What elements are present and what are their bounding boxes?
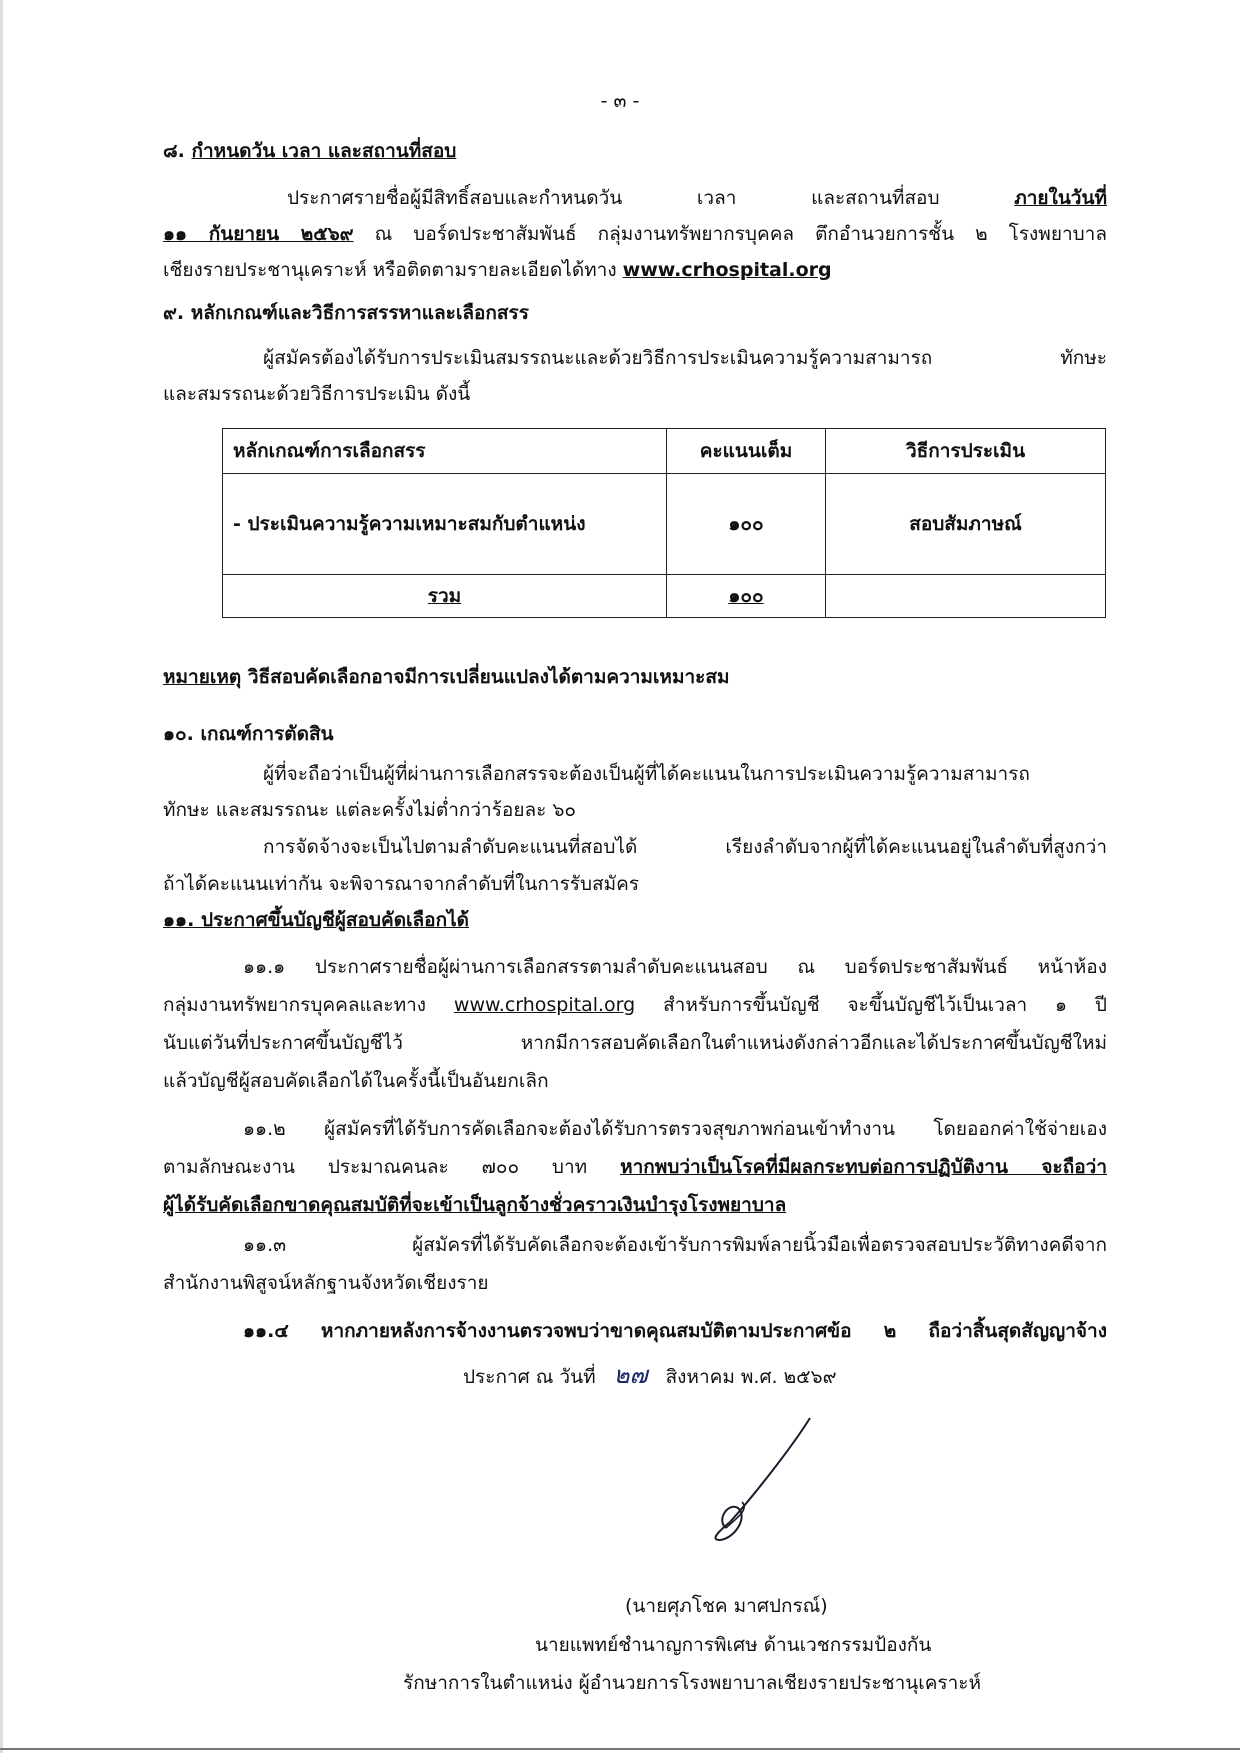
signer-title-1: นายแพทย์ชำนาญการพิเศษ ด้านเวชกรรมป้องกัน xyxy=(535,1634,932,1656)
header-criteria: หลักเกณฑ์การเลือกสรร xyxy=(223,429,667,474)
s11-2-line-1: ๑๑.๒ ผู้สมัครที่ได้รับการคัดเลือกจะต้องได้รับการตรวจสุขภาพก่อนเข้าทำงาน โดยออกค่าใช้จ่ายเอง xyxy=(243,1118,1107,1140)
section-8-heading xyxy=(163,136,456,166)
s11-1-line-1: ๑๑.๑ ประกาศรายชื่อผู้ผ่านการเลือกสรรตามลำดับคะแนนสอบ ณ บอร์ดประชาสัมพันธ์ หน้าห้อง xyxy=(243,956,1107,978)
announcement-date xyxy=(463,1355,837,1394)
s11-2-line-2 xyxy=(163,1150,1107,1184)
note xyxy=(163,662,729,692)
row-score: ๑๐๐ xyxy=(667,474,826,575)
note-text: วิธีสอบคัดเลือกอาจมีการเปลี่ยนแปลงได้ตามความเหมาะสม xyxy=(241,666,730,688)
s11-2-line-2-bold: หากพบว่าเป็นโรคที่มีผลกระทบต่อการปฏิบัติงาน จะถือว่า xyxy=(620,1156,1108,1178)
s11-1-line-2-a: กลุ่มงานทรัพยากรบุคคลและทาง xyxy=(163,994,454,1016)
s11-1-line-2 xyxy=(163,988,1107,1022)
s10-line-1: ผู้ที่จะถือว่าเป็นผู้ที่ผ่านการเลือกสรรจะต้องเป็นผู้ที่ได้คะแนนในการประเมินความรู้ความสามารถ xyxy=(263,763,1030,785)
website-link-2[interactable]: www.crhospital.org xyxy=(453,994,636,1016)
signer-name: (นายศุภโชค มาศปกรณ์) xyxy=(625,1595,828,1617)
page-number: - ๓ - xyxy=(600,90,640,112)
s8-line-2-text: ณ บอร์ดประชาสัมพันธ์ กลุ่มงานทรัพยากรบุคคล ตึกอำนวยการชั้น ๒ โรงพยาบาล xyxy=(353,223,1107,245)
table-row xyxy=(223,474,1106,575)
total-method-empty xyxy=(826,575,1106,618)
s11-1-line-2-b: สำหรับการขึ้นบัญชี จะขึ้นบัญชีไว้เป็นเวลา ๑ ปี xyxy=(635,994,1107,1016)
section-9-paragraph xyxy=(163,341,1107,411)
header-method: วิธีการประเมิน xyxy=(826,429,1106,474)
section-8-title: กำหนดวัน เวลา และสถานที่สอบ xyxy=(191,140,457,162)
section-10-paragraph xyxy=(163,757,1107,907)
s8-line-1-text: ประกาศรายชื่อผู้มีสิทธิ์สอบและกำหนดวัน เวลา และสถานที่สอบ xyxy=(287,187,1015,209)
s9-line-2: และสมรรถนะด้วยวิธีการประเมิน ดังนี้ xyxy=(163,383,471,405)
page-bottom-border xyxy=(0,1748,1240,1750)
s9-line-1: ผู้สมัครต้องได้รับการประเมินสมรรถนะและด้วยวิธีการประเมินความรู้ความสามารถ ทักษะ xyxy=(263,347,1107,369)
announce-suffix: สิงหาคม พ.ศ. ๒๕๖๙ xyxy=(665,1366,837,1388)
s10-line-2: ทักษะ และสมรรถนะ แต่ละครั้งไม่ต่ำกว่าร้อยละ ๖๐ xyxy=(163,799,577,821)
section-11-heading: ๑๑. ประกาศขึ้นบัญชีผู้สอบคัดเลือกได้ xyxy=(163,909,469,931)
s8-line-3-text: เชียงรายประชานุเคราะห์ หรือติดตามรายละเอียดได้ทาง xyxy=(163,259,623,281)
s8-line-1 xyxy=(287,181,1107,215)
section-10-heading: ๑๐. เกณฑ์การตัดสิน xyxy=(163,723,334,745)
table-total-row xyxy=(223,575,1106,618)
s8-line-2 xyxy=(163,217,1107,251)
s8-deadline-date: ๑๑ กันยายน ๒๕๖๙ xyxy=(163,223,354,245)
section-8-paragraph xyxy=(163,181,1107,291)
announce-prefix: ประกาศ ณ วันที่ xyxy=(463,1366,596,1388)
header-full-score: คะแนนเต็ม xyxy=(667,429,826,474)
s8-line-3 xyxy=(163,253,1107,287)
row-method: สอบสัมภาษณ์ xyxy=(826,474,1106,575)
row-criteria: - ประเมินความรู้ความเหมาะสมกับตำแหน่ง xyxy=(223,474,667,575)
s10-line-4: ถ้าได้คะแนนเท่ากัน จะพิจารณาจากลำดับที่ในการรับสมัคร xyxy=(163,873,640,895)
s11-2-line-3: ผู้ได้รับคัดเลือกขาดคุณสมบัติที่จะเข้าเป็นลูกจ้างชั่วคราวเงินบำรุงโรงพยาบาล xyxy=(163,1194,787,1216)
s11-1-line-3: นับแต่วันที่ประกาศขึ้นบัญชีไว้ หากมีการสอบคัดเลือกในตำแหน่งดังกล่าวอีกและได้ประกาศขึ้นบัญชีใหม่ xyxy=(163,1032,1107,1054)
handwritten-signature xyxy=(690,1390,930,1550)
s11-3-line-2: สำนักงานพิสูจน์หลักฐานจังหวัดเชียงราย xyxy=(163,1272,489,1294)
s11-3-line-1: ๑๑.๓ ผู้สมัครที่ได้รับคัดเลือกจะต้องเข้ารับการพิมพ์ลายนิ้วมือเพื่อตรวจสอบประวัติทางคดีจาก xyxy=(243,1234,1107,1256)
table-header-row xyxy=(223,429,1106,474)
website-link[interactable]: www.crhospital.org xyxy=(622,259,832,281)
s11-1-line-4: แล้วบัญชีผู้สอบคัดเลือกได้ในครั้งนี้เป็นอันยกเลิก xyxy=(163,1070,549,1092)
total-value: ๑๐๐ xyxy=(667,575,826,618)
s8-deadline-label: ภายในวันที่ xyxy=(1014,187,1107,209)
s11-4-line-1: ๑๑.๔ หากภายหลังการจ้างงานตรวจพบว่าขาดคุณสมบัติตามประกาศข้อ ๒ ถือว่าสิ้นสุดสัญญาจ้าง xyxy=(243,1320,1107,1342)
selection-criteria-table xyxy=(222,428,1106,618)
announce-day-handwritten: ๒๗ xyxy=(613,1361,648,1389)
s11-2-line-2-a: ตามลักษณะงาน ประมาณคนละ ๗๐๐ บาท xyxy=(163,1156,621,1178)
section-8-number: ๘. xyxy=(163,140,192,162)
note-label: หมายเหตุ xyxy=(163,666,242,688)
scan-edge xyxy=(0,0,3,1753)
signer-title-2: รักษาการในตำแหน่ง ผู้อำนวยการโรงพยาบาลเชียงรายประชานุเคราะห์ xyxy=(403,1672,982,1694)
total-label: รวม xyxy=(223,575,667,618)
s10-line-3: การจัดจ้างจะเป็นไปตามลำดับคะแนนที่สอบได้ เรียงลำดับจากผู้ที่ได้คะแนนอยู่ในลำดับที่สูงกว่า xyxy=(263,836,1107,858)
section-9-heading: ๙. หลักเกณฑ์และวิธีการสรรหาและเลือกสรร xyxy=(163,302,529,324)
